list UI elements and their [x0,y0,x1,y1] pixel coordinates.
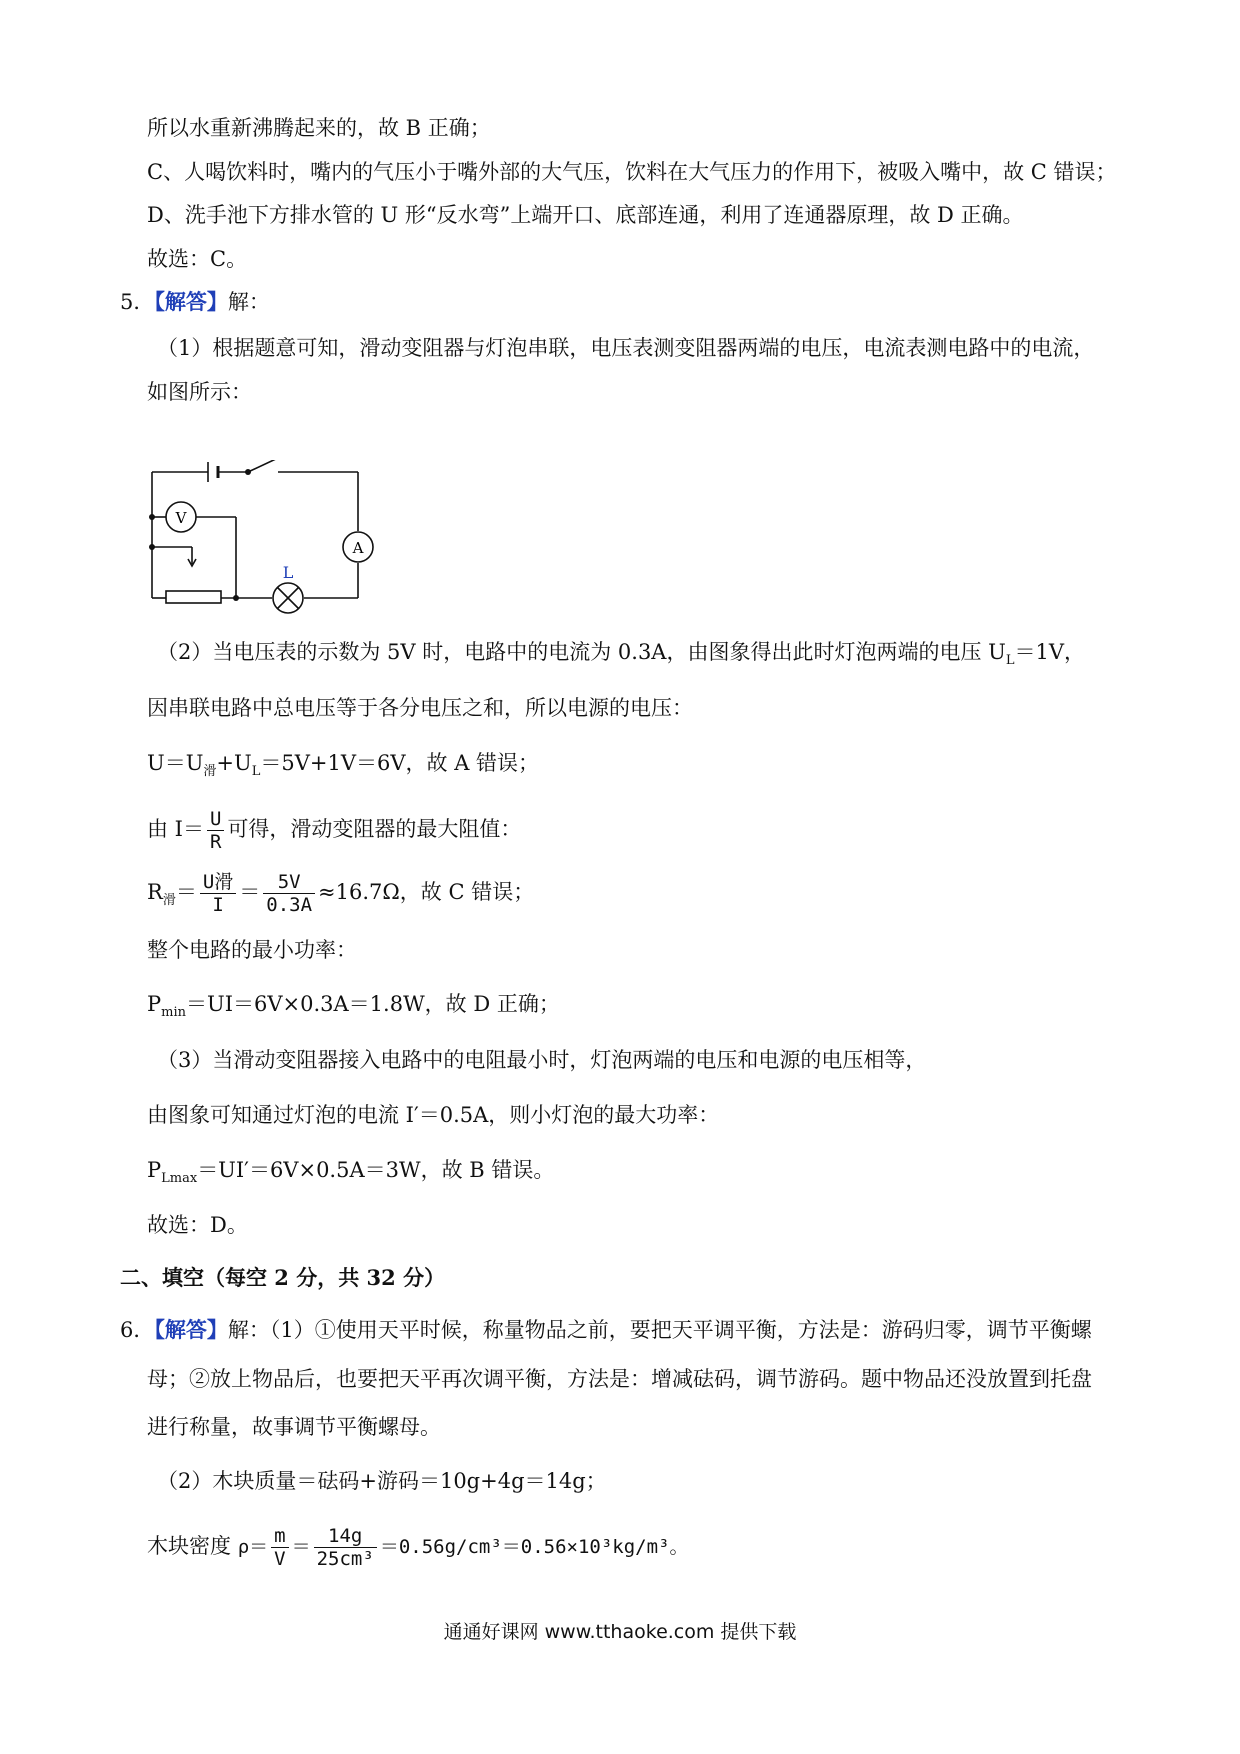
answer-tag: 【解答】 [154,289,228,314]
text: 木块密度 [147,1534,231,1558]
fraction: $\frac{\text{U滑}}{I}$ [200,871,236,916]
text: ρ＝ [237,1536,269,1558]
subscript: 滑 [162,893,176,909]
fraction: $\frac{5V}{0.3A}$ [263,871,315,916]
text-line: 母；②放上物品后，也要把天平再次调平衡，方法是：增减砝码，调节游码。题中物品还没放置到托盘 [147,1367,1092,1391]
subscript: L [251,764,261,780]
text-line [147,1525,688,1570]
text-line: 故选：D。 [147,1213,248,1237]
text: 解：（1）①使用天平时候，称量物品之前，要把天平调平衡，方法是：游码归零，调节平衡螺 [227,1318,1092,1342]
text-line: （3）当滑动变阻器接入电路中的电阻最小时，灯泡两端的电压和电源的电压相等， [157,1048,927,1072]
text: 由 I＝ [147,817,204,841]
question-5-header [120,287,270,317]
text-line: C、人喝饮料时，嘴内的气压小于嘴外部的大气压，饮料在大气压力的作用下，被吸入嘴中，故 C 错误； [147,160,1117,184]
question-6-header [120,1315,1092,1345]
text: ＝5V+1V＝6V，故 A 错误； [260,751,540,775]
voltmeter-label: V [175,509,187,527]
text-line: 由图象可知通过灯泡的电流 I′＝0.5A，则小灯泡的最大功率： [147,1103,720,1127]
subscript: Lmax [161,1171,198,1187]
text: ＝UI＝6V×0.3A＝1.8W，故 D 正确； [186,992,560,1016]
text-line: 进行称量，故事调节平衡螺母。 [147,1415,441,1439]
text-line [147,989,560,1028]
question-number: 6． [120,1318,155,1342]
text: ＝UI′＝6V×0.5A＝3W，故 B 错误。 [197,1158,555,1182]
text: ≈16.7Ω，故 C 错误； [318,880,535,904]
text-line [147,748,539,787]
circuit-diagram [140,460,380,620]
ammeter-label: A [352,539,364,557]
text-line: 整个电路的最小功率： [147,938,357,962]
text-line: D、洗手池下方排水管的 U 形“反水弯”上端开口、底部连通，利用了连通器原理，故 D 正确。 [147,203,1024,227]
question-number: 5． [120,290,155,314]
text: ＝0.56g/cm³＝0.56×10³kg/m³。 [379,1536,689,1558]
fraction: $\frac{U}{R}$ [207,808,224,853]
text-line [147,808,521,853]
text-line: 因串联电路中总电压等于各分电压之和，所以电源的电压： [147,696,693,720]
page-footer: 通通好课网 www.tthaoke.com 提供下载 [443,1621,797,1643]
text-line: （2）木块质量＝砝码+游码＝10g+4g＝14g； [157,1469,607,1493]
lamp-label: L [282,563,294,582]
subscript: 滑 [203,764,217,780]
text: ＝1V， [1014,640,1086,664]
text-line: 所以水重新沸腾起来的，故 B 正确； [147,116,491,140]
answer-tag: 【解答】 [154,1317,228,1342]
section-heading: 二、填空（每空 2 分，共 32 分） [120,1265,446,1290]
text-line [157,637,1085,676]
subscript: L [1005,653,1015,669]
text: ＝ [175,880,197,904]
text: 可得，滑动变阻器的最大阻值： [227,817,522,841]
text: ＝ [239,880,261,904]
subscript: min [161,1005,186,1021]
text-line: 故选：C。 [147,247,248,271]
text: P [147,1158,162,1182]
text: R [147,880,163,904]
text-line: 如图所示： [147,380,252,404]
text: P [147,992,162,1016]
fraction: $\frac{14g}{\text{25cm³}}$ [314,1525,377,1570]
fraction: $\frac{m}{V}$ [271,1525,288,1570]
text-line [147,871,534,916]
text-line: （1）根据题意可知，滑动变阻器与灯泡串联，电压表测变阻器两端的电压，电流表测电路中的电流， [157,336,1095,360]
text: +U [216,751,252,775]
text: ＝ [291,1536,311,1558]
text: U＝U [147,751,204,775]
text: （2）当电压表的示数为 5V 时，电路中的电流为 0.3A，由图象得出此时灯泡两端的电压 U [157,640,1006,664]
text-line [147,1155,554,1194]
text: 解： [227,290,270,314]
